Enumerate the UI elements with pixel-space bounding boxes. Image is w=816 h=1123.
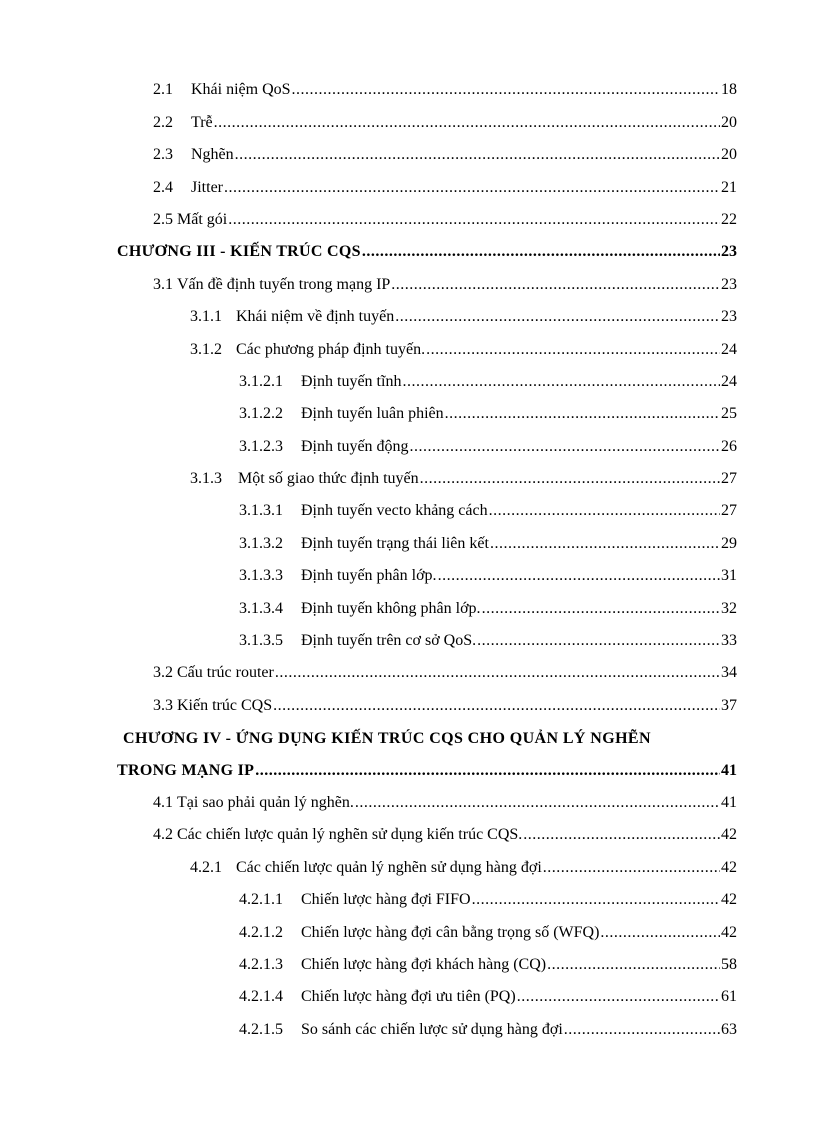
toc-entry-2-4[interactable] — [0, 169, 816, 201]
toc-entry-2-3[interactable] — [0, 137, 816, 169]
dot-leader — [482, 599, 720, 619]
toc-title: Chiến lược hàng đợi khách hàng (CQ) — [301, 955, 547, 973]
dot-leader — [477, 631, 720, 651]
toc-number: 4.2.1 — [190, 858, 222, 876]
toc-title: Các phương pháp định tuyến. — [236, 340, 426, 358]
toc-number: 2.2 — [153, 113, 173, 131]
toc-page-number: 23 — [721, 308, 737, 326]
toc-title: Khái niệm về định tuyến — [236, 308, 395, 326]
dot-leader — [275, 663, 720, 683]
toc-entry-3-1-3-5[interactable] — [0, 623, 816, 655]
dot-leader — [438, 566, 720, 586]
toc-entry-2-2[interactable] — [0, 104, 816, 136]
toc-entry-3-1-2-2[interactable] — [0, 396, 816, 428]
toc-entry-4-2-1-3[interactable] — [0, 947, 816, 979]
toc-page-number: 25 — [721, 405, 737, 423]
toc-number: 3.1.3.2 — [239, 534, 283, 552]
dot-leader — [472, 890, 720, 910]
toc-number: 3.1.2 — [190, 340, 222, 358]
table-of-contents — [0, 72, 816, 1044]
toc-title: Các chiến lược quản lý nghẽn sử dụng hàng đợi — [236, 858, 542, 876]
toc-page-number: 27 — [721, 502, 737, 520]
toc-page-number: 42 — [721, 923, 737, 941]
toc-page-number: 27 — [721, 470, 737, 488]
toc-title: Các chiến lược quản lý nghẽn sử dụng kiến trúc CQS. — [177, 826, 523, 844]
toc-entry-3-1-2-3[interactable] — [0, 428, 816, 460]
toc-page-number: 58 — [721, 955, 737, 973]
toc-number: 3.2 — [153, 664, 173, 682]
toc-title: Chiến lược hàng đợi ưu tiên (PQ) — [301, 988, 516, 1006]
toc-page-number: 63 — [721, 1020, 737, 1038]
toc-number: 3.1.3.3 — [239, 567, 283, 585]
toc-number: 4.2.1.1 — [239, 891, 283, 909]
dot-leader — [224, 178, 720, 198]
dot-leader — [600, 923, 720, 943]
toc-page-number: 20 — [721, 146, 737, 164]
toc-page-number: 32 — [721, 599, 737, 617]
toc-number: 4.2.1.4 — [239, 988, 283, 1006]
toc-page-number: 23 — [721, 243, 737, 261]
toc-page-number: 41 — [721, 793, 737, 811]
toc-number: 3.1.1 — [190, 308, 222, 326]
toc-entry-4-2[interactable] — [0, 817, 816, 849]
toc-entry-4-2-1-1[interactable] — [0, 882, 816, 914]
toc-entry-3-2[interactable] — [0, 655, 816, 687]
dot-leader — [547, 955, 720, 975]
toc-title: Chiến lược hàng đợi cân bằng trọng số (WFQ) — [301, 923, 600, 941]
toc-page-number: 18 — [721, 81, 737, 99]
toc-page-number: 26 — [721, 437, 737, 455]
toc-page-number: 37 — [721, 696, 737, 714]
toc-page-number: 42 — [721, 858, 737, 876]
toc-page-number: 22 — [721, 210, 737, 228]
toc-title: Tại sao phải quản lý nghẽn. — [177, 793, 354, 811]
dot-leader — [420, 469, 720, 489]
toc-number: 3.1.2.2 — [239, 405, 283, 423]
dot-leader — [564, 1020, 720, 1040]
toc-number: 2.1 — [153, 81, 173, 99]
toc-title: Định tuyến vecto khảng cách — [301, 502, 488, 520]
toc-chapter-3[interactable] — [0, 234, 816, 266]
toc-page-number: 42 — [721, 826, 737, 844]
toc-page-number: 24 — [721, 340, 737, 358]
toc-page-number: 21 — [721, 178, 737, 196]
toc-page-number: 34 — [721, 664, 737, 682]
toc-page-number: 23 — [721, 275, 737, 293]
toc-title: Trễ — [191, 113, 213, 131]
toc-page-number: 24 — [721, 372, 737, 390]
toc-number: 2.3 — [153, 146, 173, 164]
toc-title: Cấu trúc router — [177, 664, 274, 682]
toc-title: Mất gói — [177, 210, 228, 228]
dot-leader — [395, 307, 720, 327]
toc-title: Chiến lược hàng đợi FIFO — [301, 891, 471, 909]
dot-leader — [489, 501, 720, 521]
toc-page-number: 20 — [721, 113, 737, 131]
toc-entry-3-1-1[interactable] — [0, 299, 816, 331]
dot-leader — [543, 858, 720, 878]
toc-number: 4.2 — [153, 826, 173, 844]
dot-leader — [402, 372, 720, 392]
toc-number: 3.1.3.5 — [239, 632, 283, 650]
toc-entry-3-1-2-1[interactable] — [0, 364, 816, 396]
dot-leader — [490, 534, 720, 554]
toc-number: 4.2.1.2 — [239, 923, 283, 941]
toc-number: 3.1.2.3 — [239, 437, 283, 455]
dot-leader — [255, 761, 720, 781]
toc-entry-4-2-1-4[interactable] — [0, 979, 816, 1011]
dot-leader — [292, 80, 720, 100]
toc-title: Jitter — [191, 178, 223, 196]
toc-entry-4-1[interactable] — [0, 785, 816, 817]
toc-number: 4.2.1.5 — [239, 1020, 283, 1038]
toc-entry-4-2-1-2[interactable] — [0, 914, 816, 946]
toc-title: Kiến trúc CQS — [177, 696, 273, 714]
toc-title: Định tuyến động — [301, 437, 409, 455]
toc-number: 2.5 — [153, 210, 173, 228]
toc-entry-3-3[interactable] — [0, 687, 816, 719]
toc-title: Định tuyến phân lớp. — [301, 567, 437, 585]
toc-entry-3-1-3-1[interactable] — [0, 493, 816, 525]
toc-number: 3.1.3 — [190, 470, 222, 488]
toc-page-number: 41 — [721, 761, 737, 779]
toc-title: Một số giao thức định tuyến — [238, 470, 419, 488]
toc-title: So sánh các chiến lược sử dụng hàng đợi — [301, 1020, 563, 1038]
toc-number: 3.1.2.1 — [239, 372, 283, 390]
dot-leader — [410, 437, 720, 457]
toc-chapter-title-continued: TRONG MẠNG IP — [117, 761, 255, 779]
dot-leader — [523, 825, 720, 845]
toc-entry-3-1-3-2[interactable] — [0, 525, 816, 557]
dot-leader — [426, 340, 720, 360]
dot-leader — [228, 210, 720, 230]
toc-page-number: 33 — [721, 632, 737, 650]
toc-page-number: 31 — [721, 567, 737, 585]
toc-entry-3-1-3-3[interactable] — [0, 558, 816, 590]
dot-leader — [517, 987, 720, 1007]
toc-chapter-title: CHƯƠNG IV - ỨNG DỤNG KIẾN TRÚC CQS CHO QUẢN LÝ NGHẼN — [123, 730, 651, 748]
toc-title: Nghẽn — [191, 146, 234, 164]
dot-leader — [362, 242, 720, 262]
toc-title: Định tuyến không phân lớp. — [301, 599, 481, 617]
toc-page-number: 42 — [721, 891, 737, 909]
toc-title: Định tuyến trạng thái liên kết — [301, 534, 489, 552]
toc-title: Vấn đề định tuyến trong mạng IP — [177, 275, 391, 293]
toc-number: 3.1.3.4 — [239, 599, 283, 617]
toc-entry-3-1-2[interactable] — [0, 331, 816, 363]
toc-title: Khái niệm QoS — [191, 81, 291, 99]
toc-title: Định tuyến luân phiên — [301, 405, 444, 423]
toc-entry-4-2-1-5[interactable] — [0, 1011, 816, 1043]
toc-title: Định tuyến trên cơ sở QoS. — [301, 632, 477, 650]
toc-number: 4.1 — [153, 793, 173, 811]
dot-leader — [445, 404, 720, 424]
toc-chapter-title: CHƯƠNG III - KIẾN TRÚC CQS — [117, 243, 361, 261]
toc-number: 3.1.3.1 — [239, 502, 283, 520]
dot-leader — [273, 696, 720, 716]
toc-chapter-4[interactable] — [0, 752, 816, 784]
toc-number: 4.2.1.3 — [239, 955, 283, 973]
dot-leader — [214, 113, 720, 133]
toc-number: 3.1 — [153, 275, 173, 293]
toc-entry-4-2-1[interactable] — [0, 849, 816, 881]
toc-page-number: 29 — [721, 534, 737, 552]
toc-entry-3-1-3[interactable] — [0, 461, 816, 493]
toc-number: 2.4 — [153, 178, 173, 196]
toc-entry-2-5[interactable] — [0, 202, 816, 234]
dot-leader — [355, 793, 720, 813]
toc-chapter-4-heading[interactable] — [0, 720, 816, 752]
toc-entry-3-1[interactable] — [0, 266, 816, 298]
toc-number: 3.3 — [153, 696, 173, 714]
toc-entry-2-1[interactable] — [0, 72, 816, 104]
toc-title: Định tuyến tĩnh — [301, 372, 402, 390]
dot-leader — [235, 145, 720, 165]
toc-page-number: 61 — [721, 988, 737, 1006]
dot-leader — [391, 275, 720, 295]
toc-entry-3-1-3-4[interactable] — [0, 590, 816, 622]
